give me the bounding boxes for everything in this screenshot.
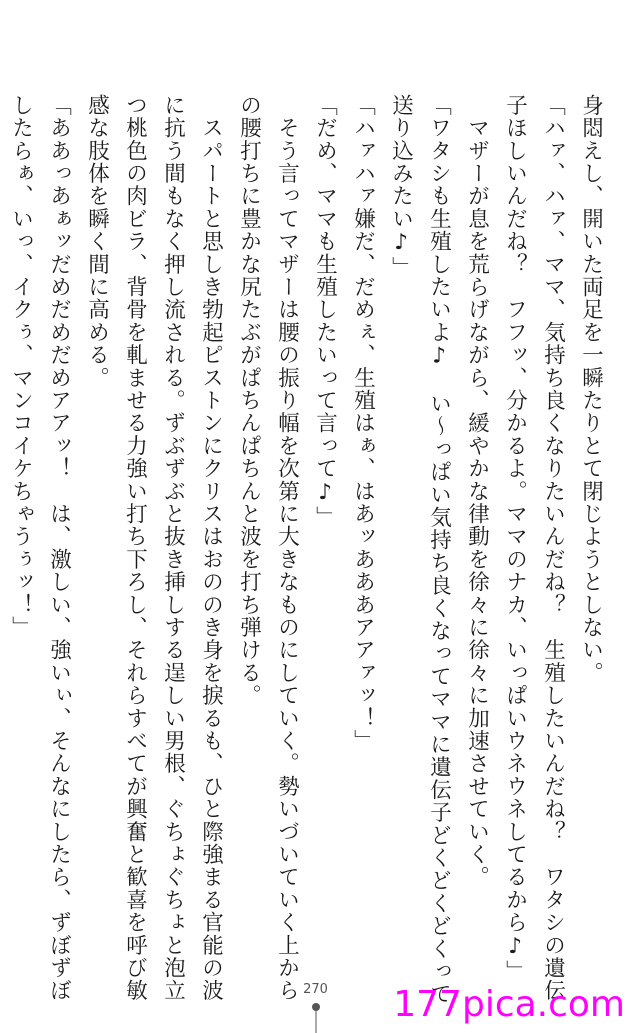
text-column: 「ハァ、ハァ、ママ、気持ち良くなりたいんだね？ 生殖したいんだね？ ワタシの遺伝: [540, 94, 566, 1002]
text-column: の腰打ちに豊かな尻たぶがぱちんぱちんと波を打ち弾ける。: [236, 94, 262, 707]
text-column: 「だめ、ママも生殖したいって言って♪」: [312, 94, 338, 529]
page-number: 270: [303, 982, 328, 997]
text-column: したらぁ、いっ、イクぅ、マンコイケちゃうぅッ！」: [8, 94, 34, 639]
watermark: 177pica.com: [393, 984, 625, 1025]
text-column: 身悶えし、開いた両足を一瞬たりとて閉じようとしない。: [578, 94, 604, 685]
text-column: 「ハァハァ嫌だ、だめぇ、生殖はぁ、はあッあああアアァッ！」: [350, 94, 376, 753]
page-ornament-icon: [311, 1002, 321, 1033]
text-column: に抗う間もなく押し流される。ずぶずぶと抜き挿しする逞しい男根、ぐちょぐちょと泡立: [160, 94, 186, 1002]
text-column: 感な肢体を瞬く間に高める。: [84, 94, 110, 390]
text-column: 送り込みたい♪」: [388, 94, 414, 280]
text-column: そう言ってマザーは腰の振り幅を次第に大きなものにしていく。勢いづいていく上から: [274, 94, 300, 1002]
text-column: 子ほしいんだね？ フフッ、分かるよ。ママのナカ、いっぱいウネウネしてるから♪」: [502, 94, 528, 983]
text-column: 「ワタシも生殖したいよ♪ い～っぱい気持ち良くなってママに遺伝子どくどくどくって: [426, 94, 452, 1006]
text-column: つ桃色の肉ビラ、背骨を軋ませる力強い打ち下ろし、それらすべてが興奮と歓喜を呼び敏: [122, 94, 148, 1002]
text-column: スパートと思しき勃起ピストンにクリスはおののき身を捩るも、ひと際強まる官能の波: [198, 94, 224, 1002]
text-column: 「ああっあぁッだめだめだめアアッ！ は、激しい、強いぃ、そんなにしたら、ずぼずぼ: [46, 94, 72, 1002]
text-column: マザーが息を荒らげながら、緩やかな律動を徐々に徐々に加速させていく。: [464, 94, 490, 889]
